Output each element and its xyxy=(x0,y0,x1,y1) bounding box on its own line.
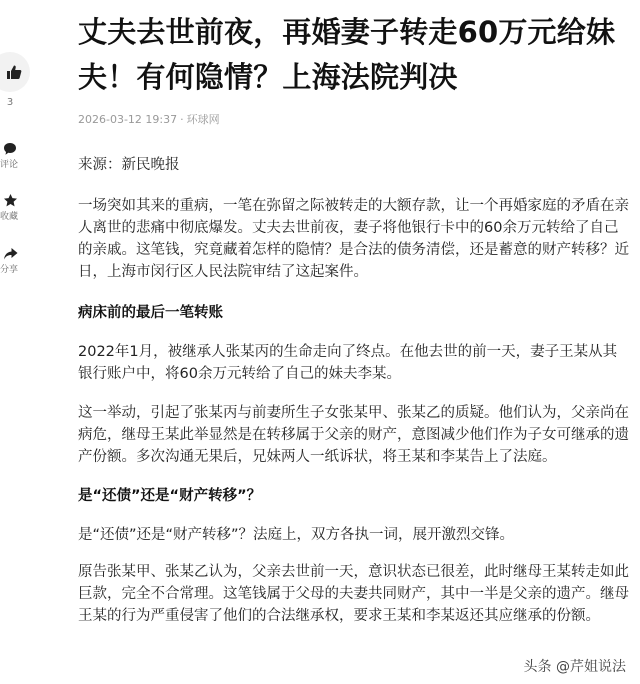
comment-button[interactable] xyxy=(0,142,20,170)
section-heading-2: 是“还债”还是“财产转移”？ xyxy=(78,488,262,504)
meta-separator: · xyxy=(180,113,184,126)
publish-date: 2026-03-12 19:37 xyxy=(78,113,178,126)
paragraph-5: 原告张某甲、张某乙认为，父亲去世前一天，意识状态已很差，此时继母王某转走如此巨款，完全不合常理。这笔钱属于父母的夫妻共同财产，其中一半是父亲的遗产。继母王某的行为严重侵害了他们的合法继承权，要求王某和李某返还其应继承的份额。 xyxy=(78,564,629,624)
collect-button[interactable] xyxy=(0,193,20,222)
like-count: 3 xyxy=(6,97,14,108)
comment-label: 评论 xyxy=(0,160,18,170)
share-icon xyxy=(3,247,18,261)
article xyxy=(78,0,630,627)
paragraph-1: 一场突如其来的重病，一笔在弥留之际被转走的大额存款，让一个再婚家庭的矛盾在亲人离世的悲痛中彻底爆发。丈夫去世前夜，妻子将他银行卡中的60余万元转给了自己的亲戚。这笔钱，究竟藏着怎样的隐情？是合法的债务清偿，还是蓄意的财产转移？近日，上海市闵行区人民法院审结了这起案件。 xyxy=(78,198,629,280)
paragraph-3: 这一举动，引起了张某丙与前妻所生子女张某甲、张某乙的质疑。他们认为，父亲尚在病危，继母王某此举显然是在转移属于父亲的财产，意图减少他们作为子女可继承的遗产份额。多次沟通无果后，兄妹两人一纸诉状，将王某和李某告上了法庭。 xyxy=(78,405,629,465)
thumbs-up-icon xyxy=(6,64,22,80)
article-meta xyxy=(78,112,630,128)
watermark: 头条 @芹姐说法 xyxy=(520,654,630,678)
like-button[interactable] xyxy=(0,52,30,92)
star-icon xyxy=(3,193,18,208)
section-heading-1: 病床前的最后一笔转账 xyxy=(78,305,223,321)
share-label: 分享 xyxy=(0,265,18,275)
source-line: 来源：新民晚报 xyxy=(78,157,180,173)
paragraph-2: 2022年1月，被继承人张某丙的生命走向了终点。在他去世的前一天，妻子王某从其银行账户中，将60余万元转给了自己的妹夫李某。 xyxy=(78,344,618,382)
share-button[interactable] xyxy=(0,247,20,275)
paragraph-4: 是“还债”还是“财产转移”？法庭上，双方各执一词，展开激烈交锋。 xyxy=(78,527,515,543)
comment-icon xyxy=(3,142,17,156)
action-rail xyxy=(0,0,34,684)
collect-label: 收藏 xyxy=(0,212,18,222)
outlet-name: 环球网 xyxy=(186,113,220,126)
article-title: 丈夫去世前夜，再婚妻子转走60万元给妹夫！有何隐情？上海法院判决 xyxy=(78,15,616,94)
